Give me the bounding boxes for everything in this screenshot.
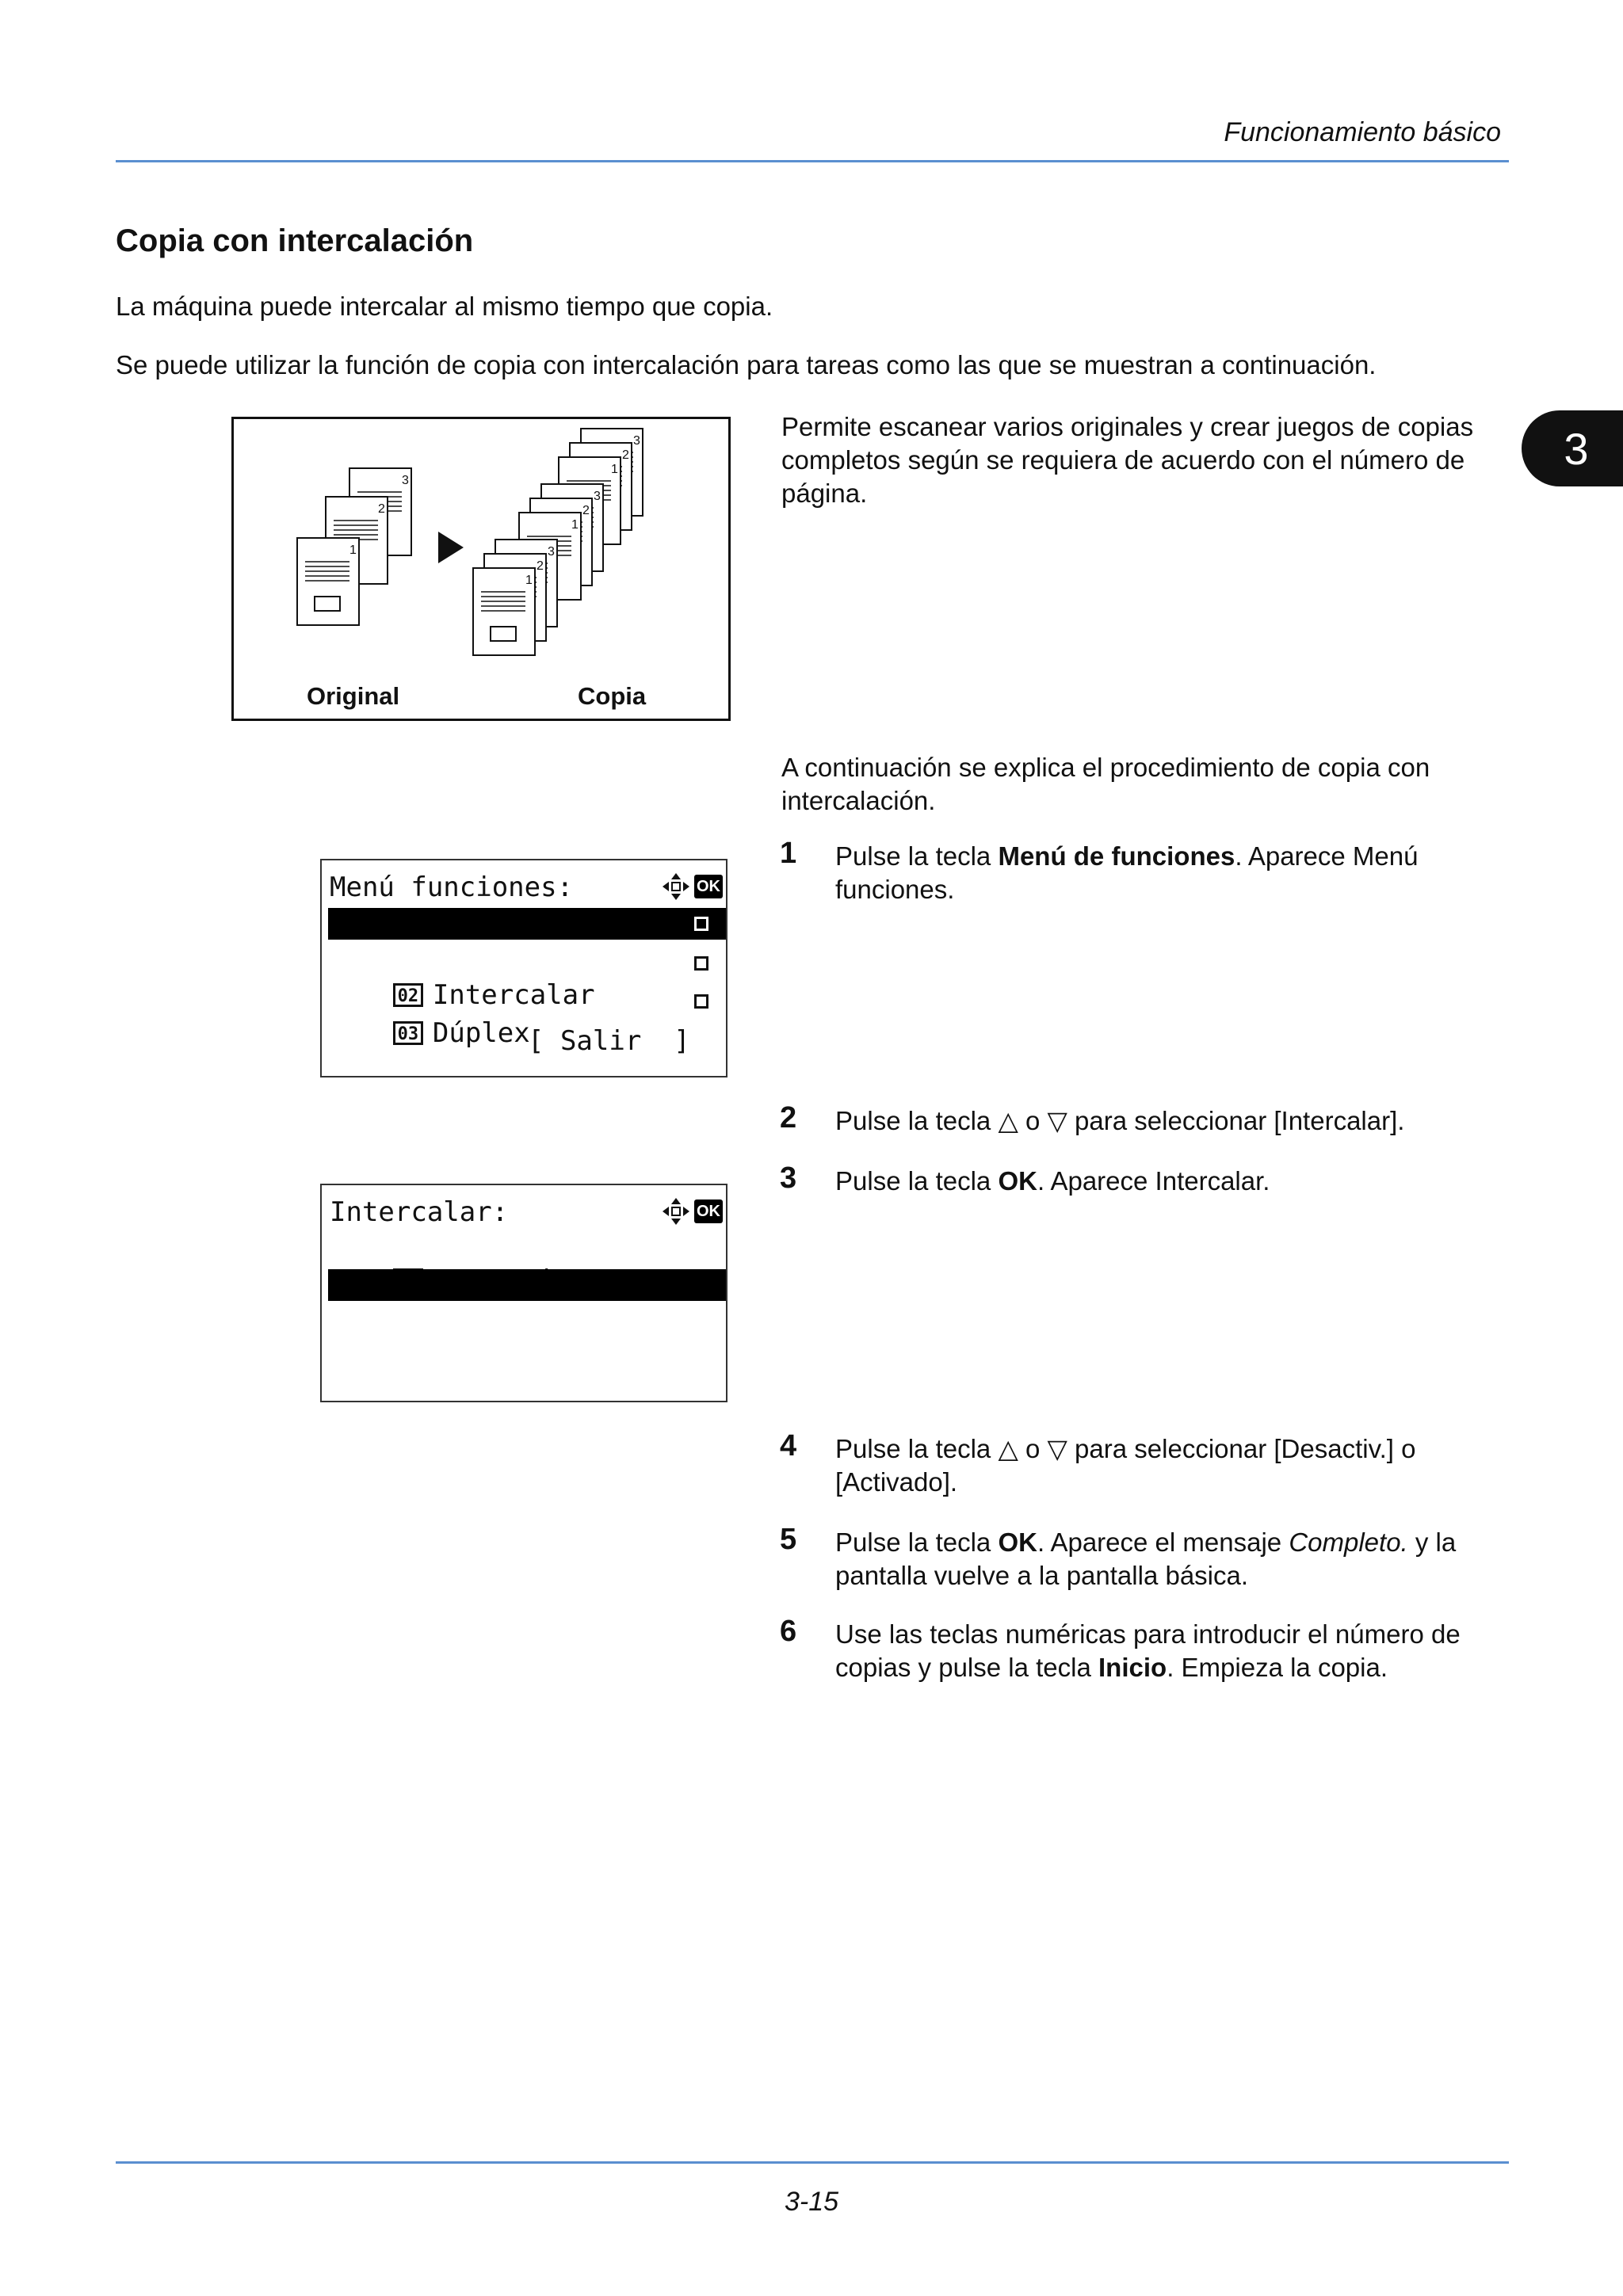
checkbox-icon: [694, 917, 708, 931]
svg-text:3: 3: [548, 545, 555, 559]
lcd-menu-functions: [320, 859, 727, 1077]
step-text-part: Pulse la tecla: [835, 1166, 999, 1196]
lcd1-item: [328, 948, 726, 1011]
item-label: *Activado: [424, 1301, 571, 1333]
label-original: Original: [307, 682, 400, 710]
svg-text:1: 1: [349, 543, 357, 557]
arrow-icon: [438, 532, 464, 563]
lcd1-item: [328, 908, 726, 971]
navigation-cross-icon: [661, 1196, 691, 1226]
step-text-part: Pulse la tecla △ o ▽ para seleccionar [Intercalar].: [835, 1106, 1405, 1135]
item-number: 02: [393, 983, 423, 1007]
collate-illustration: [231, 417, 731, 721]
step-text-part: Inicio: [1098, 1653, 1167, 1682]
running-header: Funcionamiento básico: [1224, 117, 1501, 147]
ok-key-icon: OK: [694, 1199, 723, 1223]
intro-paragraph-1: La máquina puede intercalar al mismo tiempo que copia.: [116, 292, 773, 321]
step-text-part: . Aparece Intercalar.: [1037, 1166, 1270, 1196]
step-text: [835, 1104, 1509, 1138]
ok-key-icon: OK: [694, 875, 723, 898]
svg-text:2: 2: [622, 448, 629, 462]
item-label: Selección papel: [432, 940, 676, 971]
svg-text:3: 3: [633, 434, 640, 448]
step-text: [835, 1165, 1509, 1198]
checkbox-icon: [694, 956, 708, 971]
step-text-part: OK: [998, 1166, 1037, 1196]
svg-text:1: 1: [525, 574, 533, 587]
page-number: 3-15: [784, 2187, 839, 2217]
lcd1-title: Menú funciones:: [330, 871, 574, 903]
step-text-part: Pulse la tecla △ o ▽ para seleccionar [Desactiv.] o [Activado].: [835, 1434, 1416, 1497]
step-number: 5: [780, 1523, 797, 1556]
step-text-part: . Aparece el mensaje: [1037, 1527, 1289, 1557]
step-text-part: . Empieza la copia.: [1167, 1653, 1388, 1682]
svg-text:1: 1: [611, 463, 618, 476]
navigation-cross-icon: [661, 871, 691, 902]
step-text-part: . Aparece Menú funciones.: [835, 841, 1419, 904]
svg-text:2: 2: [537, 559, 544, 573]
svg-text:2: 2: [378, 502, 385, 516]
collate-diagram: [234, 419, 728, 719]
step-number: 2: [780, 1101, 797, 1135]
step-text-part: y la pantalla vuelve a la pantalla básica.: [835, 1527, 1457, 1590]
step-text-part: OK: [998, 1527, 1037, 1557]
lcd1-exit-softkey: [ Salir ]: [528, 1025, 690, 1057]
step-text: [835, 1432, 1509, 1499]
lcd-collate: [320, 1184, 727, 1402]
svg-text:3: 3: [594, 490, 601, 503]
step-text-part: Completo.: [1289, 1527, 1408, 1557]
step-number: 3: [780, 1161, 797, 1195]
chapter-tab: 3: [1522, 410, 1623, 486]
item-label: Intercalar: [432, 979, 595, 1011]
step-text-part: Pulse la tecla: [835, 1527, 999, 1557]
footer-rule: [116, 2161, 1509, 2164]
page-sheet: [473, 568, 535, 655]
step-number: 6: [780, 1615, 797, 1648]
step-text-part: Use las teclas numéricas para introducir el número de copias y pulse la tecla: [835, 1619, 1461, 1682]
lcd2-item: [328, 1269, 726, 1333]
checkbox-icon: [694, 994, 708, 1009]
step-text: [835, 840, 1509, 906]
svg-text:1: 1: [571, 518, 579, 532]
step-text-part: Pulse la tecla: [835, 841, 999, 871]
step-number: 4: [780, 1429, 797, 1463]
item-number: 03: [393, 1021, 423, 1045]
step-text-part: Menú de funciones: [998, 841, 1235, 871]
procedure-intro: A continuación se explica el procedimiento de copia con intercalación.: [781, 753, 1430, 815]
section-heading: Copia con intercalación: [116, 223, 474, 258]
svg-text:2: 2: [582, 504, 590, 517]
step-number: 1: [780, 837, 797, 870]
lcd2-title: Intercalar:: [330, 1196, 509, 1228]
lcd2-nav: [661, 1196, 723, 1226]
step-text: [835, 1526, 1509, 1592]
svg-text:3: 3: [402, 474, 409, 487]
lcd2-item: [328, 1233, 587, 1264]
lcd1-nav: [661, 871, 723, 902]
item-number: 02: [393, 1305, 423, 1329]
intro-paragraph-2: Se puede utilizar la función de copia con intercalación para tareas como las que se muestran a continuación.: [116, 350, 1377, 379]
header-rule: [116, 160, 1509, 162]
step-text: [835, 1618, 1509, 1684]
page-sheet: [297, 538, 359, 625]
item-number: 01: [393, 944, 423, 967]
description: Permite escanear varios originales y crear juegos de copias completos según se requiera de acuerdo con el número de página.: [781, 412, 1474, 508]
label-copy: Copia: [578, 682, 647, 710]
item-label: Dúplex: [432, 1017, 530, 1049]
